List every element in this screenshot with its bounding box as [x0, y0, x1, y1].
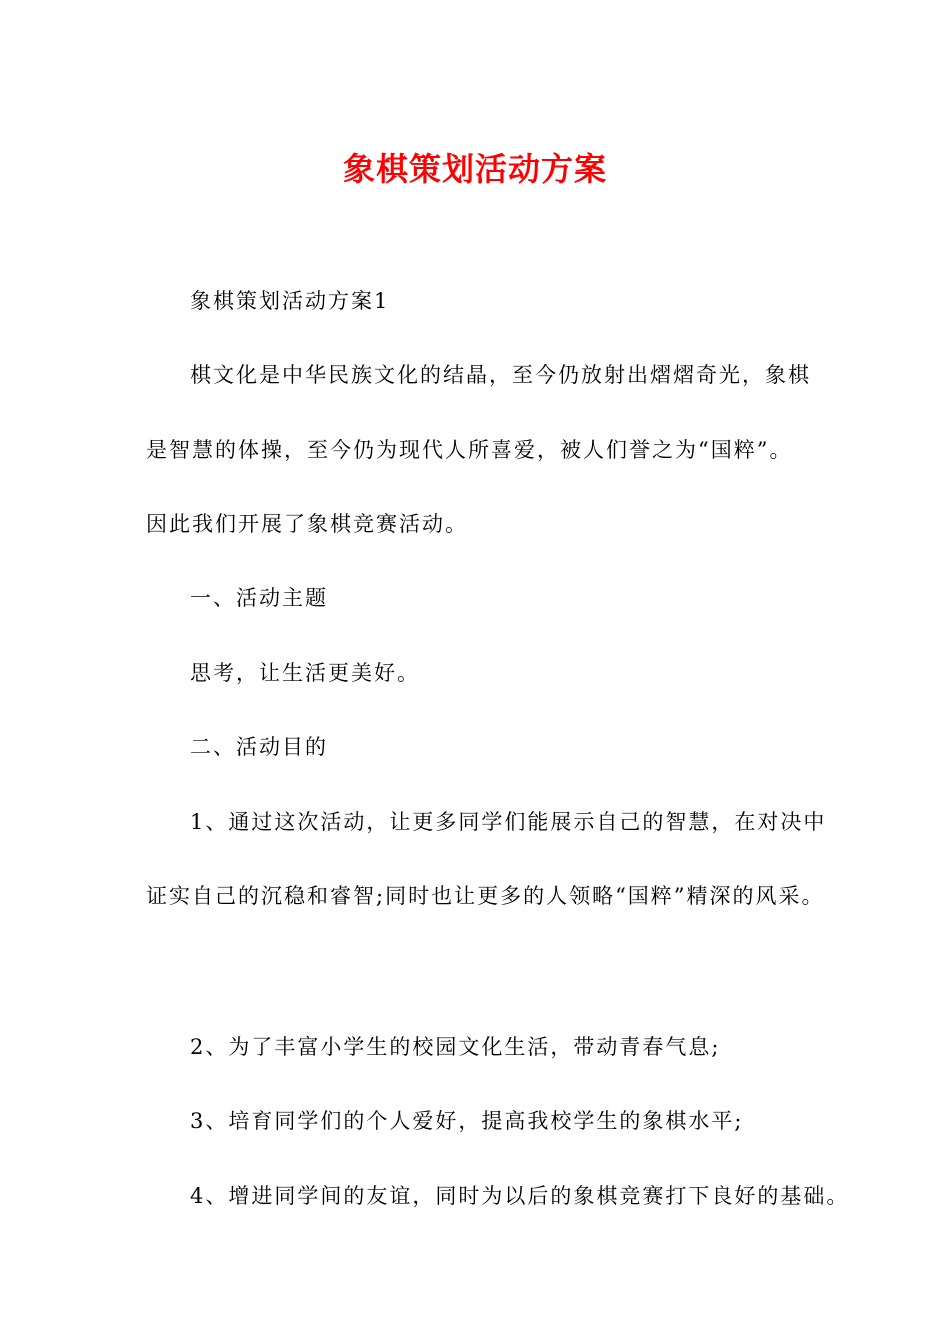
- paragraph-line: 是智慧的体操，至今仍为现代人所喜爱，被人们誉之为“国粹”。: [146, 438, 793, 462]
- document-title: 象棋策划活动方案: [342, 150, 607, 188]
- section-heading-purpose: 二、活动目的: [190, 735, 328, 759]
- list-item: 3、培育同学们的个人爱好，提高我校学生的象棋水平;: [190, 1109, 744, 1133]
- list-item: 1、通过这次活动，让更多同学们能展示自己的智慧，在对决中: [190, 810, 827, 834]
- section-heading-theme: 一、活动主题: [190, 586, 328, 610]
- list-item: 2、为了丰富小学生的校园文化生活，带动青春气息;: [190, 1035, 721, 1059]
- section-heading-plan-1: 象棋策划活动方案1: [190, 289, 390, 313]
- paragraph-line: 思考，让生活更美好。: [190, 661, 420, 685]
- paragraph-line: 棋文化是中华民族文化的结晶，至今仍放射出熠熠奇光，象棋: [190, 363, 811, 387]
- paragraph-line: 因此我们开展了象棋竞赛活动。: [146, 512, 468, 536]
- list-item: 4、增进同学间的友谊，同时为以后的象棋竞赛打下良好的基础。: [190, 1184, 850, 1208]
- paragraph-line: 证实自己的沉稳和睿智;同时也让更多的人领略“国粹”精深的风采。: [146, 884, 825, 908]
